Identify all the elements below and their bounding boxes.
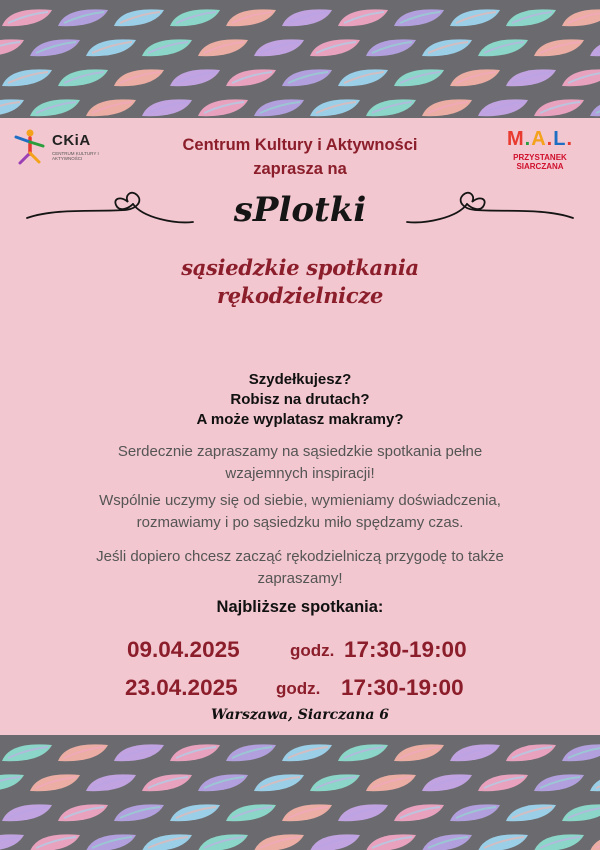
- event-subtitle: [0, 254, 600, 310]
- event-title: sPlotki: [233, 190, 367, 230]
- meetings-heading: Najbliższe spotkania:: [216, 598, 384, 616]
- question-1: Szydełkujesz?: [248, 371, 352, 388]
- paragraph-line: Jeśli dopiero chcesz zacząć rękodzielniczą przygodę to także: [96, 548, 504, 565]
- top-knit-border: [0, 0, 600, 118]
- event-subtitle-line1: sąsiedzkie spotkania: [181, 255, 419, 280]
- paragraph-line: Serdecznie zapraszamy na sąsiedzkie spotkania pełne: [117, 443, 483, 460]
- knit-stitch: [0, 774, 24, 791]
- knit-stitch: [590, 39, 600, 56]
- meeting-row: [0, 637, 600, 667]
- knit-stitch: [590, 774, 600, 791]
- mal-letter: A: [531, 128, 547, 150]
- meeting-date: 09.04.2025: [127, 637, 240, 662]
- ckia-logo-name: CKiA: [52, 132, 91, 149]
- paragraph-invitation: [0, 441, 600, 485]
- mal-letter: .: [524, 128, 532, 150]
- knit-pattern: [0, 735, 600, 850]
- mal-logo-subtitle: PRZYSTANEK SIARCZANA: [513, 153, 567, 171]
- event-subtitle-line2: rękodzielnicze: [216, 283, 384, 308]
- mal-letter: L: [553, 128, 567, 150]
- meeting-time-label: godz.: [290, 641, 335, 660]
- knit-stitch: [0, 39, 24, 56]
- meeting-address: Warszawa, Siarczana 6: [210, 707, 389, 723]
- question-2: Robisz na drutach?: [230, 391, 370, 408]
- meeting-row: [0, 675, 600, 705]
- meeting-time-label: godz.: [276, 679, 321, 698]
- paragraph-line: rozmawiamy i po sąsiedzku miło spędzamy czas.: [136, 514, 464, 531]
- mal-letter: M: [506, 128, 525, 150]
- mal-letter: .: [566, 128, 574, 150]
- bottom-knit-border: [0, 735, 600, 850]
- meeting-time: 17:30-19:00: [344, 637, 467, 662]
- knit-stitch: [0, 834, 24, 850]
- organizer-heading: [0, 133, 600, 181]
- mal-letter: .: [546, 128, 554, 150]
- paragraph-together: [0, 490, 600, 534]
- questions-block: [0, 370, 600, 430]
- meeting-time: 17:30-19:00: [341, 675, 464, 700]
- paragraph-line: wzajemnych inspiracji!: [225, 465, 375, 482]
- knit-stitch: [590, 99, 600, 116]
- paragraph-beginners: [0, 546, 600, 590]
- paragraph-line: zapraszamy!: [257, 570, 343, 587]
- paragraph-line: Wspólnie uczymy się od siebie, wymieniamy doświadczenia,: [99, 492, 501, 509]
- knit-stitch: [0, 99, 24, 116]
- question-3: A może wyplatasz makramy?: [196, 411, 404, 428]
- organizer-name: Centrum Kultury i Aktywności: [182, 136, 418, 154]
- title-block: [25, 188, 575, 248]
- meeting-date: 23.04.2025: [125, 675, 238, 700]
- invites-text: zaprasza na: [253, 160, 347, 178]
- knit-pattern: [0, 0, 600, 118]
- ckia-logo-subtitle: CENTRUM KULTURY I AKTYWNOŚCI: [52, 151, 99, 161]
